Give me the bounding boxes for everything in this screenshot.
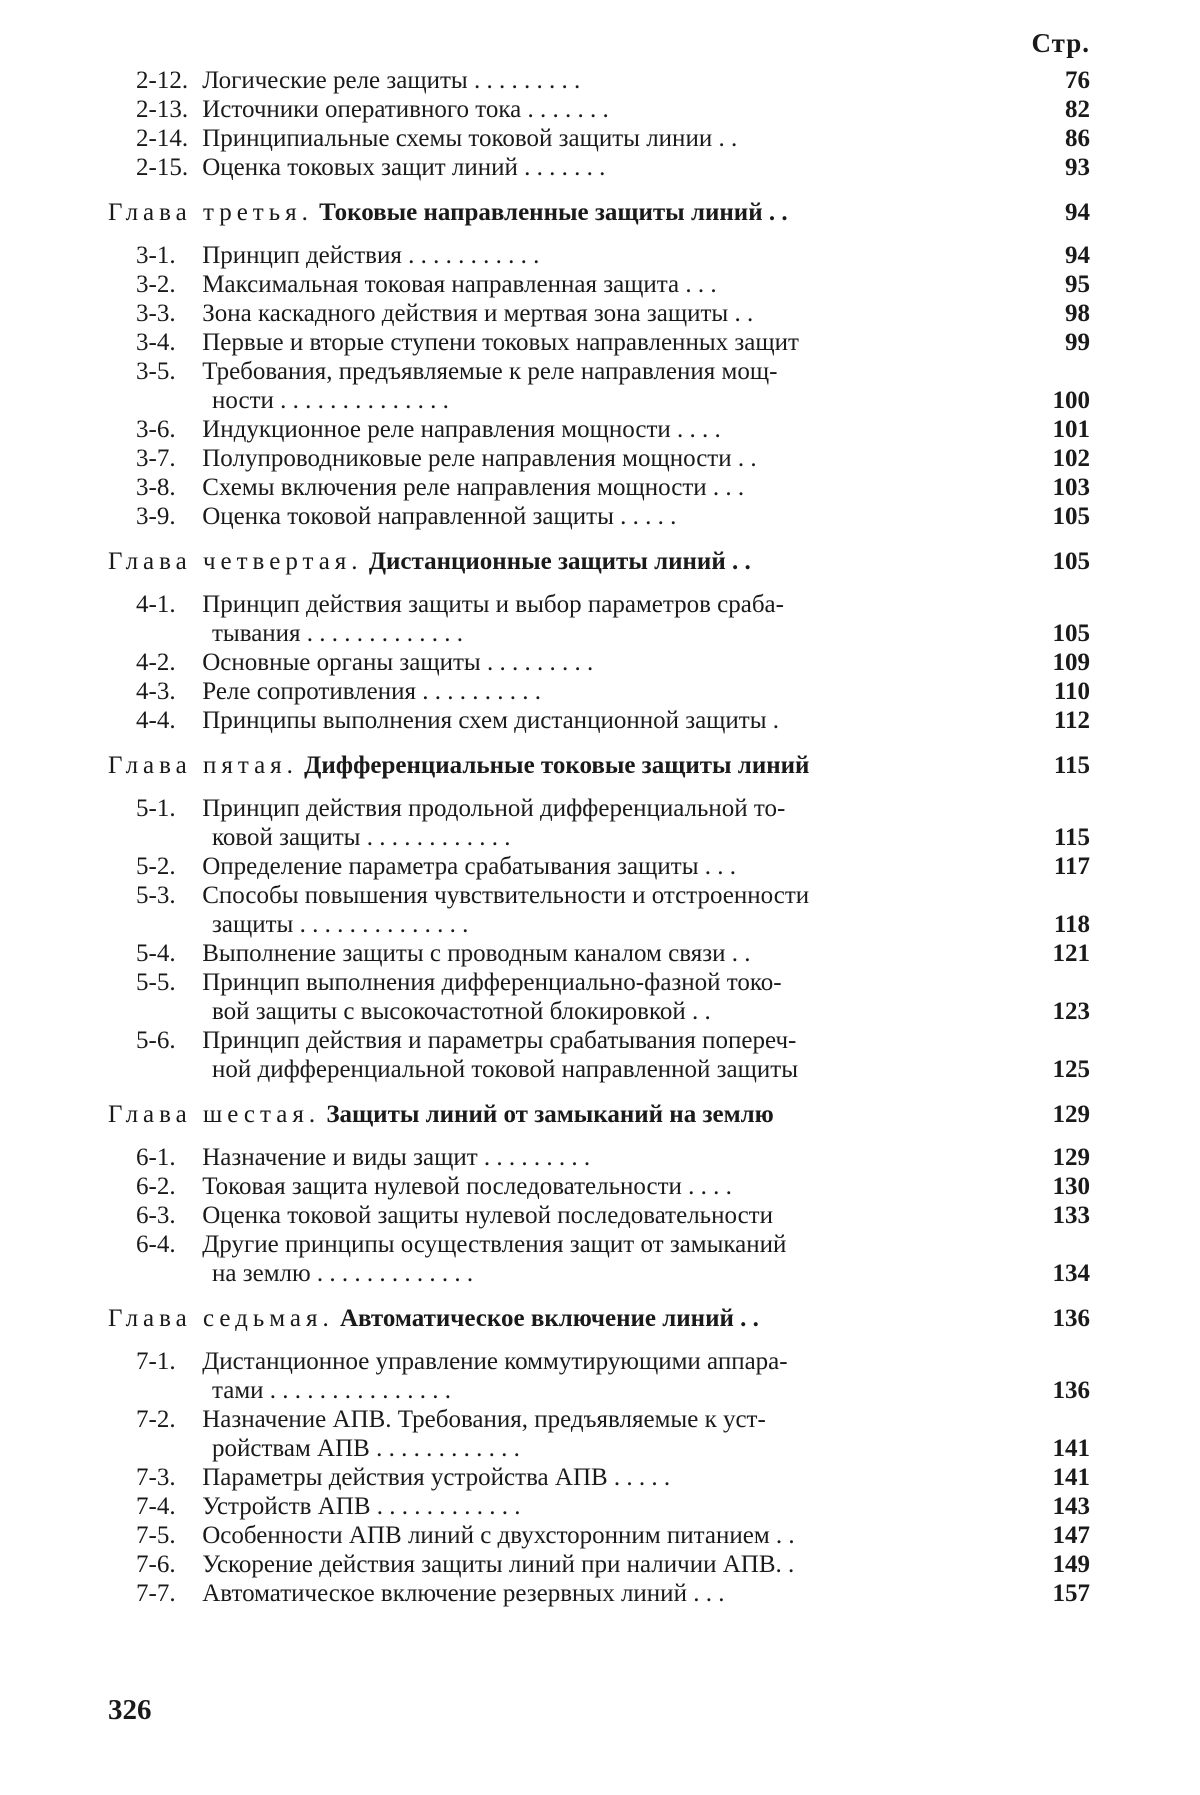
section-title-line: Индукционное реле направления мощности . . . . — [202, 416, 721, 443]
section-title-line: Принцип действия и параметры срабатывания попереч- — [202, 1027, 797, 1054]
section-number: 6-4. — [136, 1231, 176, 1258]
section-number: 7-4. — [136, 1493, 176, 1520]
toc-section-entry — [0, 677, 1200, 706]
chapter-title: Дифференциальные токовые защиты линий — [304, 752, 810, 779]
section-title-line: Принципы выполнения схем дистанционной защиты . — [202, 707, 780, 734]
section-title-line: Параметры действия устройства АПВ . . . . . — [202, 1464, 671, 1491]
section-title-line: Дистанционное управление коммутирующими аппара- — [202, 1348, 788, 1375]
section-number: 5-5. — [136, 969, 176, 996]
toc-section-entry — [0, 1201, 1200, 1230]
toc-chapter-entry — [0, 547, 1200, 576]
toc-page-number: 123 — [1052, 998, 1090, 1025]
toc-page-number: 100 — [1052, 387, 1090, 414]
section-title-line: Зона каскадного действия и мертвая зона защиты . . — [202, 300, 754, 327]
section-number: 2-13. — [136, 96, 189, 123]
section-number: 2-12. — [136, 67, 189, 94]
toc-section-entry — [0, 1521, 1200, 1550]
section-title-line: Логические реле защиты . . . . . . . . . — [202, 67, 581, 94]
toc-section-entry — [0, 590, 1200, 648]
toc-page-number: 112 — [1053, 707, 1090, 734]
section-number: 6-2. — [136, 1173, 176, 1200]
toc-section-entry — [0, 415, 1200, 444]
toc-section-entry — [0, 1230, 1200, 1288]
toc-page-number: 102 — [1052, 445, 1090, 472]
section-title-line: Оценка токовой защиты нулевой последовательности — [202, 1202, 773, 1229]
section-title-line: ной дифференциальной токовой направленной защиты — [212, 1056, 798, 1083]
toc-section-entry — [0, 124, 1200, 153]
toc-page-number: 94 — [1065, 242, 1090, 269]
toc-page-number: 143 — [1052, 1493, 1090, 1520]
toc-page-number: 125 — [1052, 1056, 1090, 1083]
section-number: 3-7. — [136, 445, 176, 472]
section-number: 5-2. — [136, 853, 176, 880]
toc-page-number: 115 — [1053, 752, 1090, 779]
toc-section-entry — [0, 1579, 1200, 1608]
section-number: 7-5. — [136, 1522, 176, 1549]
toc-section-entry — [0, 473, 1200, 502]
section-title-line: Особенности АПВ линий с двухсторонним питанием . . — [202, 1522, 795, 1549]
toc-page-number: 121 — [1052, 940, 1090, 967]
section-number: 3-8. — [136, 474, 176, 501]
section-number: 2-15. — [136, 154, 189, 181]
section-number: 4-4. — [136, 707, 176, 734]
section-title-line: Реле сопротивления . . . . . . . . . . — [202, 678, 541, 705]
toc-section-entry — [0, 706, 1200, 735]
section-title-line: ройствам АПВ . . . . . . . . . . . . — [212, 1435, 520, 1462]
toc-chapter-entry — [0, 751, 1200, 780]
toc-page-number: 118 — [1053, 911, 1090, 938]
toc-page-number: 82 — [1065, 96, 1090, 123]
section-title-line: Определение параметра срабатывания защиты . . . — [202, 853, 736, 880]
section-title-line: Требования, предъявляемые к реле направления мощ- — [202, 358, 778, 385]
section-title-line: ковой защиты . . . . . . . . . . . . — [212, 824, 511, 851]
toc-page-number: 86 — [1065, 125, 1090, 152]
section-title-line: Автоматическое включение резервных линий . . . — [202, 1580, 725, 1607]
toc-section-entry — [0, 881, 1200, 939]
toc-section-entry — [0, 241, 1200, 270]
chapter-label: Глава седьмая. — [108, 1305, 334, 1332]
toc-section-entry — [0, 1143, 1200, 1172]
section-title-line: на землю . . . . . . . . . . . . . — [212, 1260, 474, 1287]
toc-page-number: 109 — [1052, 649, 1090, 676]
section-title-line: Принцип действия защиты и выбор параметров сраба- — [202, 591, 784, 618]
section-number: 3-4. — [136, 329, 176, 356]
section-title-line: Максимальная токовая направленная защита . . . — [202, 271, 717, 298]
toc-page-number: 105 — [1052, 620, 1090, 647]
toc-section-entry — [0, 1172, 1200, 1201]
section-title-line: Ускорение действия защиты линий при наличии АПВ. . — [202, 1551, 795, 1578]
toc-section-entry — [0, 1026, 1200, 1084]
toc-section-entry — [0, 648, 1200, 677]
section-number: 4-2. — [136, 649, 176, 676]
section-title-line: Полупроводниковые реле направления мощности . . — [202, 445, 757, 472]
section-number: 6-1. — [136, 1144, 176, 1171]
toc-page-number: 98 — [1065, 300, 1090, 327]
section-number: 7-7. — [136, 1580, 176, 1607]
section-number: 3-9. — [136, 503, 176, 530]
toc-page-number: 110 — [1053, 678, 1090, 705]
section-title-line: тывания . . . . . . . . . . . . . — [212, 620, 464, 647]
toc-section-entry — [0, 852, 1200, 881]
toc-page-number: 105 — [1052, 548, 1090, 575]
toc-section-entry — [0, 502, 1200, 531]
chapter-title: Дистанционные защиты линий . . — [368, 548, 751, 575]
section-number: 6-3. — [136, 1202, 176, 1229]
section-number: 5-6. — [136, 1027, 176, 1054]
section-title-line: Первые и вторые ступени токовых направленных защит — [202, 329, 799, 356]
toc-page-number: 134 — [1052, 1260, 1090, 1287]
toc-section-entry — [0, 270, 1200, 299]
toc-chapter-entry — [0, 1304, 1200, 1333]
toc-section-entry — [0, 1405, 1200, 1463]
toc-page-number: 141 — [1052, 1464, 1090, 1491]
toc-page-number: 103 — [1052, 474, 1090, 501]
section-number: 3-3. — [136, 300, 176, 327]
chapter-label: Глава четвертая. — [108, 548, 363, 575]
toc-page-number: 130 — [1052, 1173, 1090, 1200]
toc-chapter-entry — [0, 198, 1200, 227]
toc-section-entry — [0, 95, 1200, 124]
chapter-label: Глава шестая. — [108, 1101, 321, 1128]
section-title-line: вой защиты с высокочастотной блокировкой . . — [212, 998, 711, 1025]
section-number: 5-4. — [136, 940, 176, 967]
toc-section-entry — [0, 1492, 1200, 1521]
section-number: 4-1. — [136, 591, 176, 618]
toc-page-number: 94 — [1065, 199, 1090, 226]
section-number: 7-6. — [136, 1551, 176, 1578]
section-number: 2-14. — [136, 125, 189, 152]
section-title-line: Схемы включения реле направления мощности . . . — [202, 474, 745, 501]
toc-page-number: 76 — [1065, 67, 1090, 94]
toc-section-entry — [0, 66, 1200, 95]
toc-section-entry — [0, 444, 1200, 473]
toc-section-entry — [0, 357, 1200, 415]
chapter-label: Глава третья. — [108, 199, 313, 226]
toc-page-number: 99 — [1065, 329, 1090, 356]
toc-page-number: 133 — [1052, 1202, 1090, 1229]
toc-page-number: 147 — [1052, 1522, 1090, 1549]
section-number: 4-3. — [136, 678, 176, 705]
section-number: 7-1. — [136, 1348, 176, 1375]
toc-section-entry — [0, 1550, 1200, 1579]
section-title-line: Способы повышения чувствительности и отстроенности — [202, 882, 810, 909]
toc-page-number: 117 — [1053, 853, 1090, 880]
section-number: 3-2. — [136, 271, 176, 298]
section-title-line: Выполнение защиты с проводным каналом связи . . — [202, 940, 751, 967]
section-title-line: Принцип действия продольной дифференциальной то- — [202, 795, 786, 822]
chapter-title: Автоматическое включение линий . . — [340, 1305, 759, 1332]
section-number: 5-1. — [136, 795, 176, 822]
section-title-line: ности . . . . . . . . . . . . . . — [212, 387, 449, 414]
toc-section-entry — [0, 968, 1200, 1026]
page-number: 326 — [108, 1694, 152, 1726]
toc-page-number: 149 — [1052, 1551, 1090, 1578]
toc-page-number: 136 — [1052, 1377, 1090, 1404]
toc-page-number: 101 — [1052, 416, 1090, 443]
toc-section-entry — [0, 153, 1200, 182]
section-title-line: защиты . . . . . . . . . . . . . . — [212, 911, 469, 938]
section-title-line: Оценка токовых защит линий . . . . . . . — [202, 154, 606, 181]
section-title-line: Основные органы защиты . . . . . . . . . — [202, 649, 594, 676]
toc-section-entry — [0, 1347, 1200, 1405]
section-number: 7-3. — [136, 1464, 176, 1491]
toc-section-entry — [0, 1463, 1200, 1492]
toc-page-number: 141 — [1052, 1435, 1090, 1462]
section-number: 3-5. — [136, 358, 176, 385]
section-title-line: Назначение АПВ. Требования, предъявляемые к уст- — [202, 1406, 766, 1433]
toc-section-entry — [0, 328, 1200, 357]
toc-page-number: 157 — [1052, 1580, 1090, 1607]
chapter-label: Глава пятая. — [108, 752, 298, 779]
section-title-line: Принципиальные схемы токовой защиты линии . . — [202, 125, 738, 152]
section-title-line: Другие принципы осуществления защит от замыканий — [202, 1231, 787, 1258]
section-title-line: Принцип действия . . . . . . . . . . . — [202, 242, 540, 269]
section-number: 7-2. — [136, 1406, 176, 1433]
section-number: 3-1. — [136, 242, 176, 269]
toc-page-number: 115 — [1053, 824, 1090, 851]
toc-section-entry — [0, 794, 1200, 852]
toc-chapter-entry — [0, 1100, 1200, 1129]
chapter-title: Защиты линий от замыканий на землю — [326, 1101, 774, 1128]
chapter-title: Токовые направленные защиты линий . . — [319, 199, 788, 226]
section-number: 5-3. — [136, 882, 176, 909]
section-title-line: Оценка токовой направленной защиты . . . . . — [202, 503, 677, 530]
section-title-line: Токовая защита нулевой последовательности . . . . — [202, 1173, 732, 1200]
toc-section-entry — [0, 939, 1200, 968]
section-title-line: Назначение и виды защит . . . . . . . . . — [202, 1144, 591, 1171]
toc-section-entry — [0, 299, 1200, 328]
page-column-header: Стр. — [1031, 28, 1090, 58]
section-number: 3-6. — [136, 416, 176, 443]
toc-page-number: 136 — [1052, 1305, 1090, 1332]
table-of-contents — [0, 66, 1200, 1608]
toc-page-number: 93 — [1065, 154, 1090, 181]
toc-page-number: 129 — [1052, 1101, 1090, 1128]
section-title-line: Источники оперативного тока . . . . . . . — [202, 96, 609, 123]
section-title-line: тами . . . . . . . . . . . . . . . — [212, 1377, 452, 1404]
toc-page-number: 95 — [1065, 271, 1090, 298]
section-title-line: Принцип выполнения дифференциально-фазной токо- — [202, 969, 782, 996]
toc-page-number: 105 — [1052, 503, 1090, 530]
section-title-line: Устройств АПВ . . . . . . . . . . . . — [202, 1493, 521, 1520]
toc-page-number: 129 — [1052, 1144, 1090, 1171]
